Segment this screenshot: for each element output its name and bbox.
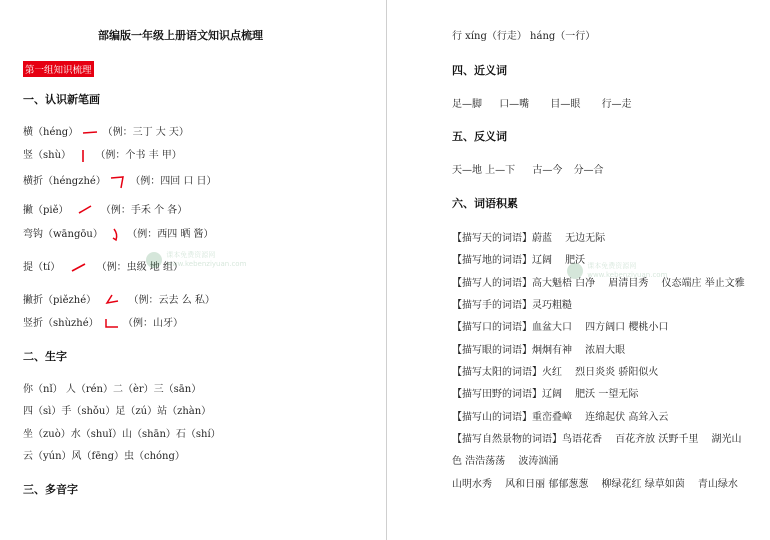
watermark-url: www.kebenziyuan.com [166,260,247,268]
vocab-category: 【描写口的词语】 [452,322,532,333]
stroke-term: 提（tí） [23,262,61,273]
stroke-term: 横折（héngzhé） [23,176,106,187]
vocab-line [452,341,625,356]
heng-stroke-icon [81,126,99,140]
vocab-line [452,229,605,244]
piezhe-stroke-icon [99,294,125,308]
stroke-example: （例：虫级 地 组） [96,262,183,273]
vocab-words: 火红 烈日炎炎 骄阳似火 [542,367,659,378]
stroke-row [23,201,187,218]
char-line: 坐（zuò）水（shuǐ）山（shān）石（shí） [23,429,221,440]
vocab-category: 【描写太阳的词语】 [452,367,542,378]
vocab-line [452,296,572,311]
antonym-list [452,161,604,176]
vocab-line [452,408,668,423]
synonym-pair: 口—嘴 [499,99,530,110]
vocab-line: 山明水秀 风和日丽 郁郁葱葱 柳绿花红 绿草如茵 青山绿水 [452,479,738,490]
synonym-pair: 足—脚 [452,99,482,110]
vocab-words: 鸟语花香 百花齐放 沃野千里 湖光山 [562,434,742,445]
synonym-list [452,95,632,110]
vocab-words: 蔚蓝 无边无际 [532,233,606,244]
stroke-example: （例：四回 口 日） [130,176,217,187]
heading-new-chars: 二、生字 [23,350,67,363]
watermark-logo [567,262,667,280]
heading-vocabulary: 六、词语积累 [452,197,518,210]
watermark-text: 课本免费资源网 [587,262,637,270]
vocab-category: 【描写山的词语】 [452,412,532,423]
vocab-line [452,363,658,378]
synonym-pair: 目—眼 [550,99,581,110]
char-line: 云（yún）风（fēng）虫（chóng） [23,451,185,462]
watermark-url: www.kebenziyuan.com [587,271,668,279]
stroke-term: 竖折（shùzhé） [23,318,99,329]
stroke-row [23,146,182,163]
watermark-logo [146,251,246,269]
vocab-category: 【描写眼的词语】 [452,345,532,356]
vocab-line [452,430,742,445]
page-divider [386,0,387,540]
heading-antonyms: 五、反义词 [452,130,507,143]
char-line: 四（sì）手（shǒu）足（zú）站（zhàn） [23,406,212,417]
antonym-pair: 古—今 [532,165,563,176]
stroke-example: （例：山牙） [123,318,184,329]
synonym-pair: 行—走 [601,99,632,110]
wangou-stroke-icon [106,228,124,242]
heading-polyphones: 三、多音字 [23,483,78,496]
stroke-example: （例：手禾 个 各） [100,205,188,216]
vocab-words: 炯炯有神 浓眉大眼 [532,345,626,356]
section-badge: 第一组知识梳理 [23,61,94,77]
antonym-pair: 分—合 [573,165,604,176]
stroke-row [23,123,189,140]
watermark-disc-icon [146,252,162,268]
stroke-row [23,172,217,189]
stroke-example: （例：个书 丰 甲） [95,150,182,161]
stroke-example: （例：云去 么 私） [128,295,215,306]
stroke-example: （例：三丁 大 天） [102,127,189,138]
watermark-text: 课本免费资源网 [166,251,216,259]
vocab-words: 高大魁梧 白净 眉清目秀 仪态端庄 举止文雅 [532,278,745,289]
watermark-disc-icon [567,263,583,279]
stroke-term: 撇（piě） [23,205,69,216]
vocab-words: 重峦叠嶂 连绵起伏 高耸入云 [532,412,669,423]
stroke-example: （例：西四 晒 酱） [127,229,214,240]
stroke-row [23,225,214,242]
stroke-term: 弯钩（wāngōu） [23,229,103,240]
vocab-line [452,251,585,266]
shu-stroke-icon [74,149,92,163]
polyphone-line: 行 xíng（行走） háng（一行） [452,31,596,42]
document-title: 部编版一年级上册语文知识点梳理 [98,29,263,42]
pie-stroke-icon [72,204,98,218]
vocab-category: 【描写地的词语】 [452,255,532,266]
stroke-term: 竖（shù） [23,150,72,161]
vocab-category: 【描写田野的词语】 [452,389,542,400]
vocab-line-continued: 色 浩浩荡荡 波涛汹涌 [452,456,559,467]
vocab-words: 辽阔 肥沃 [532,255,586,266]
heading-new-strokes: 一、认识新笔画 [23,93,100,106]
stroke-row [23,291,215,308]
vocab-words: 辽阔 肥沃 一望无际 [542,389,639,400]
vocab-category: 【描写自然景物的词语】 [452,434,562,445]
stroke-term: 横（héng） [23,127,79,138]
ti-stroke-icon [63,261,93,275]
shuzhe-stroke-icon [102,317,120,331]
char-line: 你（nǐ） 人（rén）二（èr）三（sān） [23,384,202,395]
vocab-line [452,318,668,333]
vocab-words: 血盆大口 四方阔口 樱桃小口 [532,322,669,333]
antonym-pair: 天—地 上—下 [452,165,516,176]
vocab-category: 【描写人的词语】 [452,278,532,289]
stroke-row [23,314,183,331]
vocab-category: 【描写手的词语】 [452,300,532,311]
stroke-term: 撇折（piězhé） [23,295,97,306]
hengzhe-stroke-icon [109,175,127,189]
vocab-category: 【描写天的词语】 [452,233,532,244]
vocab-line [452,385,638,400]
heading-synonyms: 四、近义词 [452,64,507,77]
vocab-words: 灵巧粗糙 [532,300,572,311]
